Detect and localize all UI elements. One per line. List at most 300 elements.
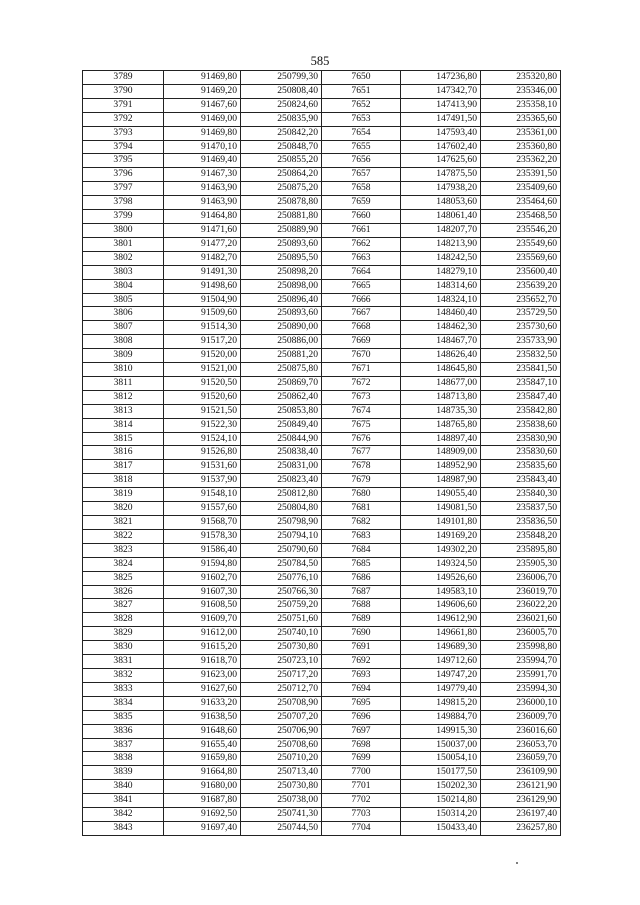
point-number-cell: 7701 bbox=[322, 780, 401, 794]
x-coordinate-cell: 148645,80 bbox=[401, 363, 481, 377]
table-row bbox=[83, 502, 561, 516]
x-coordinate-cell: 91638,50 bbox=[164, 710, 241, 724]
y-coordinate-cell: 250875,80 bbox=[241, 363, 322, 377]
table-row bbox=[83, 460, 561, 474]
x-coordinate-cell: 148460,40 bbox=[401, 307, 481, 321]
point-number-cell: 7691 bbox=[322, 641, 401, 655]
point-number-cell: 7676 bbox=[322, 432, 401, 446]
y-coordinate-cell: 250881,80 bbox=[241, 210, 322, 224]
point-number-cell: 3834 bbox=[83, 696, 164, 710]
point-number-cell: 7693 bbox=[322, 668, 401, 682]
point-number-cell: 7674 bbox=[322, 404, 401, 418]
point-number-cell: 3820 bbox=[83, 502, 164, 516]
x-coordinate-cell: 148677,00 bbox=[401, 376, 481, 390]
table-row bbox=[83, 335, 561, 349]
y-coordinate-cell: 235832,50 bbox=[481, 349, 561, 363]
y-coordinate-cell: 250848,70 bbox=[241, 140, 322, 154]
point-number-cell: 7704 bbox=[322, 821, 401, 835]
y-coordinate-cell: 236006,70 bbox=[481, 571, 561, 585]
y-coordinate-cell: 235391,50 bbox=[481, 168, 561, 182]
x-coordinate-cell: 91467,60 bbox=[164, 98, 241, 112]
x-coordinate-cell: 91470,10 bbox=[164, 140, 241, 154]
point-number-cell: 7671 bbox=[322, 363, 401, 377]
point-number-cell: 3841 bbox=[83, 794, 164, 808]
y-coordinate-cell: 250706,90 bbox=[241, 724, 322, 738]
x-coordinate-cell: 149583,10 bbox=[401, 585, 481, 599]
y-coordinate-cell: 235361,00 bbox=[481, 126, 561, 140]
table-row bbox=[83, 516, 561, 530]
table-row bbox=[83, 223, 561, 237]
x-coordinate-cell: 149612,90 bbox=[401, 613, 481, 627]
table-row bbox=[83, 488, 561, 502]
coordinates-table-body bbox=[83, 71, 561, 836]
x-coordinate-cell: 91659,80 bbox=[164, 752, 241, 766]
y-coordinate-cell: 250740,10 bbox=[241, 627, 322, 641]
x-coordinate-cell: 148626,40 bbox=[401, 349, 481, 363]
table-row bbox=[83, 182, 561, 196]
x-coordinate-cell: 91609,70 bbox=[164, 613, 241, 627]
x-coordinate-cell: 148467,70 bbox=[401, 335, 481, 349]
y-coordinate-cell: 250812,80 bbox=[241, 488, 322, 502]
point-number-cell: 3817 bbox=[83, 460, 164, 474]
x-coordinate-cell: 147602,40 bbox=[401, 140, 481, 154]
point-number-cell: 3796 bbox=[83, 168, 164, 182]
point-number-cell: 7699 bbox=[322, 752, 401, 766]
point-number-cell: 3830 bbox=[83, 641, 164, 655]
x-coordinate-cell: 148213,90 bbox=[401, 237, 481, 251]
table-row bbox=[83, 543, 561, 557]
y-coordinate-cell: 236019,70 bbox=[481, 585, 561, 599]
y-coordinate-cell: 250831,00 bbox=[241, 460, 322, 474]
point-number-cell: 3812 bbox=[83, 390, 164, 404]
y-coordinate-cell: 235838,60 bbox=[481, 418, 561, 432]
x-coordinate-cell: 150433,40 bbox=[401, 821, 481, 835]
y-coordinate-cell: 250708,60 bbox=[241, 738, 322, 752]
y-coordinate-cell: 250889,90 bbox=[241, 223, 322, 237]
y-coordinate-cell: 250844,90 bbox=[241, 432, 322, 446]
y-coordinate-cell: 235842,80 bbox=[481, 404, 561, 418]
y-coordinate-cell: 250875,20 bbox=[241, 182, 322, 196]
point-number-cell: 7667 bbox=[322, 307, 401, 321]
x-coordinate-cell: 91504,90 bbox=[164, 293, 241, 307]
y-coordinate-cell: 235360,80 bbox=[481, 140, 561, 154]
point-number-cell: 3821 bbox=[83, 516, 164, 530]
table-row bbox=[83, 293, 561, 307]
point-number-cell: 3822 bbox=[83, 529, 164, 543]
y-coordinate-cell: 250855,20 bbox=[241, 154, 322, 168]
y-coordinate-cell: 250759,20 bbox=[241, 599, 322, 613]
point-number-cell: 3840 bbox=[83, 780, 164, 794]
y-coordinate-cell: 236021,60 bbox=[481, 613, 561, 627]
point-number-cell: 3815 bbox=[83, 432, 164, 446]
x-coordinate-cell: 148952,90 bbox=[401, 460, 481, 474]
x-coordinate-cell: 91680,00 bbox=[164, 780, 241, 794]
table-row bbox=[83, 363, 561, 377]
y-coordinate-cell: 236005,70 bbox=[481, 627, 561, 641]
table-row bbox=[83, 112, 561, 126]
x-coordinate-cell: 91482,70 bbox=[164, 251, 241, 265]
table-row bbox=[83, 418, 561, 432]
point-number-cell: 7662 bbox=[322, 237, 401, 251]
x-coordinate-cell: 91469,20 bbox=[164, 84, 241, 98]
point-number-cell: 7661 bbox=[322, 223, 401, 237]
x-coordinate-cell: 91692,50 bbox=[164, 808, 241, 822]
point-number-cell: 3828 bbox=[83, 613, 164, 627]
y-coordinate-cell: 250713,40 bbox=[241, 766, 322, 780]
x-coordinate-cell: 91520,60 bbox=[164, 390, 241, 404]
point-number-cell: 3833 bbox=[83, 682, 164, 696]
point-number-cell: 3799 bbox=[83, 210, 164, 224]
point-number-cell: 7657 bbox=[322, 168, 401, 182]
y-coordinate-cell: 235895,80 bbox=[481, 543, 561, 557]
y-coordinate-cell: 250730,80 bbox=[241, 641, 322, 655]
y-coordinate-cell: 235546,20 bbox=[481, 223, 561, 237]
x-coordinate-cell: 91618,70 bbox=[164, 655, 241, 669]
x-coordinate-cell: 148987,90 bbox=[401, 474, 481, 488]
y-coordinate-cell: 250794,10 bbox=[241, 529, 322, 543]
table-row bbox=[83, 446, 561, 460]
y-coordinate-cell: 250717,20 bbox=[241, 668, 322, 682]
x-coordinate-cell: 91521,50 bbox=[164, 404, 241, 418]
point-number-cell: 7682 bbox=[322, 516, 401, 530]
point-number-cell: 7688 bbox=[322, 599, 401, 613]
x-coordinate-cell: 91520,50 bbox=[164, 376, 241, 390]
y-coordinate-cell: 250738,00 bbox=[241, 794, 322, 808]
x-coordinate-cell: 91509,60 bbox=[164, 307, 241, 321]
x-coordinate-cell: 91531,60 bbox=[164, 460, 241, 474]
point-number-cell: 3807 bbox=[83, 321, 164, 335]
table-row bbox=[83, 696, 561, 710]
table-row bbox=[83, 752, 561, 766]
x-coordinate-cell: 149779,40 bbox=[401, 682, 481, 696]
point-number-cell: 7679 bbox=[322, 474, 401, 488]
x-coordinate-cell: 91498,60 bbox=[164, 279, 241, 293]
y-coordinate-cell: 250766,30 bbox=[241, 585, 322, 599]
x-coordinate-cell: 148897,40 bbox=[401, 432, 481, 446]
y-coordinate-cell: 235358,10 bbox=[481, 98, 561, 112]
table-row bbox=[83, 237, 561, 251]
table-row bbox=[83, 154, 561, 168]
y-coordinate-cell: 250799,30 bbox=[241, 71, 322, 85]
point-number-cell: 7703 bbox=[322, 808, 401, 822]
point-number-cell: 3843 bbox=[83, 821, 164, 835]
point-number-cell: 7672 bbox=[322, 376, 401, 390]
y-coordinate-cell: 235905,30 bbox=[481, 557, 561, 571]
y-coordinate-cell: 235841,50 bbox=[481, 363, 561, 377]
y-coordinate-cell: 250798,90 bbox=[241, 516, 322, 530]
y-coordinate-cell: 235994,70 bbox=[481, 655, 561, 669]
y-coordinate-cell: 250864,20 bbox=[241, 168, 322, 182]
table-row bbox=[83, 613, 561, 627]
point-number-cell: 7700 bbox=[322, 766, 401, 780]
x-coordinate-cell: 148314,60 bbox=[401, 279, 481, 293]
y-coordinate-cell: 250776,10 bbox=[241, 571, 322, 585]
x-coordinate-cell: 91464,80 bbox=[164, 210, 241, 224]
x-coordinate-cell: 91526,80 bbox=[164, 446, 241, 460]
table-row bbox=[83, 390, 561, 404]
point-number-cell: 3813 bbox=[83, 404, 164, 418]
x-coordinate-cell: 148061,40 bbox=[401, 210, 481, 224]
y-coordinate-cell: 250784,50 bbox=[241, 557, 322, 571]
point-number-cell: 3829 bbox=[83, 627, 164, 641]
point-number-cell: 7653 bbox=[322, 112, 401, 126]
y-coordinate-cell: 235320,80 bbox=[481, 71, 561, 85]
y-coordinate-cell: 250712,70 bbox=[241, 682, 322, 696]
x-coordinate-cell: 148279,10 bbox=[401, 265, 481, 279]
y-coordinate-cell: 250878,80 bbox=[241, 196, 322, 210]
coordinates-table bbox=[82, 70, 561, 836]
y-coordinate-cell: 250890,00 bbox=[241, 321, 322, 335]
point-number-cell: 3808 bbox=[83, 335, 164, 349]
y-coordinate-cell: 250751,60 bbox=[241, 613, 322, 627]
y-coordinate-cell: 235840,30 bbox=[481, 488, 561, 502]
point-number-cell: 7698 bbox=[322, 738, 401, 752]
point-number-cell: 3810 bbox=[83, 363, 164, 377]
point-number-cell: 3790 bbox=[83, 84, 164, 98]
point-number-cell: 3809 bbox=[83, 349, 164, 363]
x-coordinate-cell: 91648,60 bbox=[164, 724, 241, 738]
x-coordinate-cell: 149815,20 bbox=[401, 696, 481, 710]
x-coordinate-cell: 91594,80 bbox=[164, 557, 241, 571]
x-coordinate-cell: 91615,20 bbox=[164, 641, 241, 655]
y-coordinate-cell: 250862,40 bbox=[241, 390, 322, 404]
table-row bbox=[83, 321, 561, 335]
y-coordinate-cell: 250710,20 bbox=[241, 752, 322, 766]
table-row bbox=[83, 474, 561, 488]
table-row bbox=[83, 585, 561, 599]
table-row bbox=[83, 655, 561, 669]
y-coordinate-cell: 250849,40 bbox=[241, 418, 322, 432]
table-row bbox=[83, 432, 561, 446]
y-coordinate-cell: 236197,40 bbox=[481, 808, 561, 822]
y-coordinate-cell: 250881,20 bbox=[241, 349, 322, 363]
y-coordinate-cell: 235730,60 bbox=[481, 321, 561, 335]
point-number-cell: 7656 bbox=[322, 154, 401, 168]
x-coordinate-cell: 149712,60 bbox=[401, 655, 481, 669]
x-coordinate-cell: 149747,20 bbox=[401, 668, 481, 682]
y-coordinate-cell: 235365,60 bbox=[481, 112, 561, 126]
table-row bbox=[83, 196, 561, 210]
x-coordinate-cell: 149055,40 bbox=[401, 488, 481, 502]
point-number-cell: 3797 bbox=[83, 182, 164, 196]
page-number: 585 bbox=[310, 54, 330, 68]
y-coordinate-cell: 235835,60 bbox=[481, 460, 561, 474]
point-number-cell: 7692 bbox=[322, 655, 401, 669]
y-coordinate-cell: 250896,40 bbox=[241, 293, 322, 307]
table-row bbox=[83, 627, 561, 641]
y-coordinate-cell: 235733,90 bbox=[481, 335, 561, 349]
point-number-cell: 7680 bbox=[322, 488, 401, 502]
y-coordinate-cell: 236059,70 bbox=[481, 752, 561, 766]
table-row bbox=[83, 251, 561, 265]
y-coordinate-cell: 235362,20 bbox=[481, 154, 561, 168]
x-coordinate-cell: 91687,80 bbox=[164, 794, 241, 808]
x-coordinate-cell: 148053,60 bbox=[401, 196, 481, 210]
y-coordinate-cell: 250842,20 bbox=[241, 126, 322, 140]
y-coordinate-cell: 235600,40 bbox=[481, 265, 561, 279]
x-coordinate-cell: 150177,50 bbox=[401, 766, 481, 780]
y-coordinate-cell: 236129,90 bbox=[481, 794, 561, 808]
table-row bbox=[83, 71, 561, 85]
point-number-cell: 7665 bbox=[322, 279, 401, 293]
x-coordinate-cell: 149884,70 bbox=[401, 710, 481, 724]
point-number-cell: 7694 bbox=[322, 682, 401, 696]
table-row bbox=[83, 126, 561, 140]
x-coordinate-cell: 149302,20 bbox=[401, 543, 481, 557]
point-number-cell: 3823 bbox=[83, 543, 164, 557]
y-coordinate-cell: 250744,50 bbox=[241, 821, 322, 835]
x-coordinate-cell: 91655,40 bbox=[164, 738, 241, 752]
x-coordinate-cell: 91578,30 bbox=[164, 529, 241, 543]
x-coordinate-cell: 148713,80 bbox=[401, 390, 481, 404]
x-coordinate-cell: 91607,30 bbox=[164, 585, 241, 599]
x-coordinate-cell: 149915,30 bbox=[401, 724, 481, 738]
table-row bbox=[83, 557, 561, 571]
y-coordinate-cell: 236022,20 bbox=[481, 599, 561, 613]
x-coordinate-cell: 147491,50 bbox=[401, 112, 481, 126]
point-number-cell: 7666 bbox=[322, 293, 401, 307]
y-coordinate-cell: 250804,80 bbox=[241, 502, 322, 516]
y-coordinate-cell: 250790,60 bbox=[241, 543, 322, 557]
point-number-cell: 7690 bbox=[322, 627, 401, 641]
table-row bbox=[83, 279, 561, 293]
point-number-cell: 7664 bbox=[322, 265, 401, 279]
point-number-cell: 3827 bbox=[83, 599, 164, 613]
x-coordinate-cell: 91602,70 bbox=[164, 571, 241, 585]
table-row bbox=[83, 794, 561, 808]
x-coordinate-cell: 149101,80 bbox=[401, 516, 481, 530]
table-row bbox=[83, 168, 561, 182]
point-number-cell: 3804 bbox=[83, 279, 164, 293]
y-coordinate-cell: 250893,60 bbox=[241, 237, 322, 251]
x-coordinate-cell: 147625,60 bbox=[401, 154, 481, 168]
point-number-cell: 3800 bbox=[83, 223, 164, 237]
y-coordinate-cell: 235569,60 bbox=[481, 251, 561, 265]
point-number-cell: 7668 bbox=[322, 321, 401, 335]
y-coordinate-cell: 235998,80 bbox=[481, 641, 561, 655]
x-coordinate-cell: 91633,20 bbox=[164, 696, 241, 710]
point-number-cell: 7683 bbox=[322, 529, 401, 543]
point-number-cell: 7689 bbox=[322, 613, 401, 627]
point-number-cell: 7681 bbox=[322, 502, 401, 516]
y-coordinate-cell: 236000,10 bbox=[481, 696, 561, 710]
x-coordinate-cell: 91608,50 bbox=[164, 599, 241, 613]
point-number-cell: 7685 bbox=[322, 557, 401, 571]
x-coordinate-cell: 91491,30 bbox=[164, 265, 241, 279]
point-number-cell: 7673 bbox=[322, 390, 401, 404]
x-coordinate-cell: 91463,90 bbox=[164, 196, 241, 210]
point-number-cell: 7702 bbox=[322, 794, 401, 808]
table-row bbox=[83, 307, 561, 321]
y-coordinate-cell: 250853,80 bbox=[241, 404, 322, 418]
table-row bbox=[83, 738, 561, 752]
point-number-cell: 7663 bbox=[322, 251, 401, 265]
point-number-cell: 3802 bbox=[83, 251, 164, 265]
point-number-cell: 3791 bbox=[83, 98, 164, 112]
point-number-cell: 3793 bbox=[83, 126, 164, 140]
x-coordinate-cell: 91586,40 bbox=[164, 543, 241, 557]
point-number-cell: 7655 bbox=[322, 140, 401, 154]
point-number-cell: 3838 bbox=[83, 752, 164, 766]
point-number-cell: 7678 bbox=[322, 460, 401, 474]
table-row bbox=[83, 376, 561, 390]
x-coordinate-cell: 148207,70 bbox=[401, 223, 481, 237]
scan-speck bbox=[516, 862, 518, 864]
x-coordinate-cell: 91469,00 bbox=[164, 112, 241, 126]
point-number-cell: 7652 bbox=[322, 98, 401, 112]
point-number-cell: 7695 bbox=[322, 696, 401, 710]
point-number-cell: 7686 bbox=[322, 571, 401, 585]
x-coordinate-cell: 91612,00 bbox=[164, 627, 241, 641]
point-number-cell: 3818 bbox=[83, 474, 164, 488]
y-coordinate-cell: 250823,40 bbox=[241, 474, 322, 488]
point-number-cell: 3832 bbox=[83, 668, 164, 682]
y-coordinate-cell: 250886,00 bbox=[241, 335, 322, 349]
x-coordinate-cell: 91469,80 bbox=[164, 126, 241, 140]
point-number-cell: 3801 bbox=[83, 237, 164, 251]
x-coordinate-cell: 91469,80 bbox=[164, 71, 241, 85]
point-number-cell: 7658 bbox=[322, 182, 401, 196]
y-coordinate-cell: 250893,60 bbox=[241, 307, 322, 321]
point-number-cell: 7687 bbox=[322, 585, 401, 599]
y-coordinate-cell: 235346,00 bbox=[481, 84, 561, 98]
y-coordinate-cell: 235848,20 bbox=[481, 529, 561, 543]
y-coordinate-cell: 236121,90 bbox=[481, 780, 561, 794]
x-coordinate-cell: 91521,00 bbox=[164, 363, 241, 377]
table-row bbox=[83, 780, 561, 794]
x-coordinate-cell: 91557,60 bbox=[164, 502, 241, 516]
x-coordinate-cell: 149526,60 bbox=[401, 571, 481, 585]
point-number-cell: 3798 bbox=[83, 196, 164, 210]
x-coordinate-cell: 150202,30 bbox=[401, 780, 481, 794]
table-row bbox=[83, 98, 561, 112]
y-coordinate-cell: 235652,70 bbox=[481, 293, 561, 307]
x-coordinate-cell: 149169,20 bbox=[401, 529, 481, 543]
point-number-cell: 3789 bbox=[83, 71, 164, 85]
x-coordinate-cell: 149081,50 bbox=[401, 502, 481, 516]
y-coordinate-cell: 235836,50 bbox=[481, 516, 561, 530]
y-coordinate-cell: 250895,50 bbox=[241, 251, 322, 265]
y-coordinate-cell: 235994,30 bbox=[481, 682, 561, 696]
x-coordinate-cell: 91520,00 bbox=[164, 349, 241, 363]
point-number-cell: 3825 bbox=[83, 571, 164, 585]
table-row bbox=[83, 84, 561, 98]
x-coordinate-cell: 91514,30 bbox=[164, 321, 241, 335]
x-coordinate-cell: 148324,10 bbox=[401, 293, 481, 307]
x-coordinate-cell: 91697,40 bbox=[164, 821, 241, 835]
y-coordinate-cell: 236053,70 bbox=[481, 738, 561, 752]
table-row bbox=[83, 724, 561, 738]
x-coordinate-cell: 147938,20 bbox=[401, 182, 481, 196]
y-coordinate-cell: 235464,60 bbox=[481, 196, 561, 210]
x-coordinate-cell: 91623,00 bbox=[164, 668, 241, 682]
y-coordinate-cell: 250723,10 bbox=[241, 655, 322, 669]
point-number-cell: 7670 bbox=[322, 349, 401, 363]
table-row bbox=[83, 529, 561, 543]
x-coordinate-cell: 91471,60 bbox=[164, 223, 241, 237]
x-coordinate-cell: 150214,80 bbox=[401, 794, 481, 808]
point-number-cell: 7660 bbox=[322, 210, 401, 224]
x-coordinate-cell: 149689,30 bbox=[401, 641, 481, 655]
table-row bbox=[83, 599, 561, 613]
x-coordinate-cell: 91463,90 bbox=[164, 182, 241, 196]
y-coordinate-cell: 250730,80 bbox=[241, 780, 322, 794]
y-coordinate-cell: 250898,00 bbox=[241, 279, 322, 293]
x-coordinate-cell: 91477,20 bbox=[164, 237, 241, 251]
y-coordinate-cell: 250869,70 bbox=[241, 376, 322, 390]
point-number-cell: 3805 bbox=[83, 293, 164, 307]
table-row bbox=[83, 808, 561, 822]
